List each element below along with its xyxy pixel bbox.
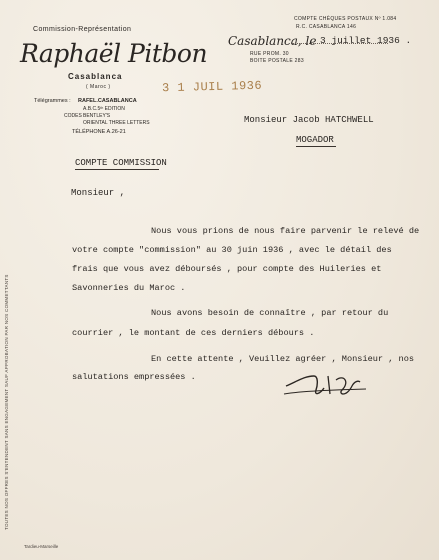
letterhead-name: Raphaël Pitbon (20, 39, 208, 68)
addressee-city: MOGADOR (296, 135, 334, 145)
printer-mark: Tardieu-Marseille (24, 544, 59, 549)
addressee-name: Monsieur Jacob HATCHWELL (244, 115, 374, 125)
letterhead-title: Commission-Représentation (33, 26, 132, 33)
street-address: RUE PROM. 30 (250, 51, 289, 57)
body-line: courrier , le montant de ces derniers débours . (72, 328, 315, 338)
body-line: En cette attente , Veuillez agréer , Monsieur , nos (151, 354, 415, 364)
letterhead-country: ( Maroc ) (86, 84, 111, 90)
body-line: Savonneries du Maroc . (72, 283, 186, 293)
telegrams-label: Télégrammes : (34, 98, 71, 104)
code-item: A.B.C.5ᵗʰ EDITION (83, 106, 125, 112)
received-date-stamp: 3 1 JUIL 1936 (161, 78, 263, 96)
codes-label: CODES (64, 113, 82, 119)
registry-number: R.C. CASABLANCA 146 (296, 24, 357, 30)
body-line: frais que vous avez déboursés , pour compte des Huileries et (72, 264, 382, 274)
letterhead-phone: TÉLÉPHONE A.26-21 (72, 129, 126, 135)
side-disclaimer: TOUTES NOS OFFRES S'ENTENDENT SANS ENGAGEMENT SAUF APPROBATION PAR NOS COMMETTANTS (4, 274, 9, 530)
body-line: salutations empressées . (72, 372, 196, 382)
code-item: ORIENTAL THREE LETTERS (83, 120, 150, 126)
postal-account: COMPTE CHÈQUES POSTAUX Nº 1.084 (294, 16, 397, 22)
code-item: BENTLEY'S (83, 113, 111, 119)
body-line: Nous vous prions de nous faire parvenir le relevé de (151, 226, 420, 236)
addressee-underline (296, 146, 336, 147)
handwritten-signature (282, 364, 372, 404)
subject-underline (75, 169, 159, 170)
city-date-label: Casablanca, le (228, 34, 317, 48)
subject-line: COMPTE COMMISSION (75, 158, 167, 168)
body-line: votre compte "commission" au 30 juin 1936 , avec le détail des (72, 245, 392, 255)
letterhead-city: Casablanca (68, 72, 123, 81)
po-box: BOITE POSTALE 283 (250, 58, 304, 64)
codes-list (83, 106, 150, 127)
letter-date: 3 juillet 1936 . (320, 35, 412, 46)
body-line: Nous avons besoin de connaître , par retour du (151, 308, 389, 318)
telegrams-value: RAFEL.CASABLANCA (78, 98, 137, 104)
salutation: Monsieur , (71, 188, 126, 198)
